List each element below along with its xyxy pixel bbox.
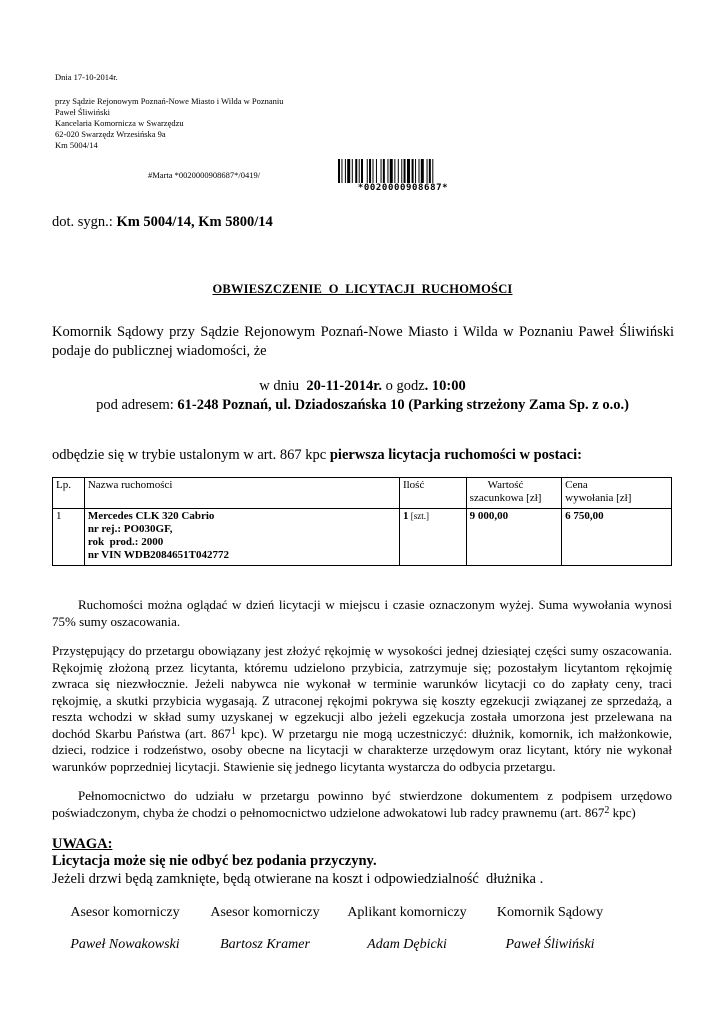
barcode-bar [359, 159, 360, 183]
signature-role: Asesor komorniczy [70, 905, 180, 920]
office-name: Kancelaria Komornicza w Swarzędzu [55, 118, 184, 128]
barcode [338, 159, 468, 194]
signature-block [50, 905, 200, 953]
table-row [53, 509, 672, 566]
auction-mode-prefix: odbędzie się w trybie ustalonym w art. 867 kpc [52, 447, 330, 463]
barcode-bar [421, 159, 424, 183]
barcode-bar [415, 159, 416, 183]
auction-time: . 10:00 [424, 378, 466, 394]
office-address: 62-020 Swarzędz Wrzesińska 9a [55, 129, 166, 139]
barcode-bar [381, 159, 382, 183]
proxy-sup: 2 [604, 804, 610, 816]
barcode-bar [338, 159, 340, 183]
case-signature-prefix: dot. sygn.: [52, 214, 117, 230]
row-name-line: nr VIN WDB2084651T042772 [87, 549, 230, 561]
auction-date-prefix: w dniu [259, 378, 307, 394]
barcode-bar [376, 159, 377, 183]
barcode-bar [407, 159, 410, 183]
barcode-bar [361, 159, 363, 183]
case-signature [52, 214, 273, 231]
barcode-bar [352, 159, 353, 183]
signature-name: Paweł Śliwiński [505, 937, 595, 952]
barcode-bar [394, 159, 395, 183]
auction-datetime [0, 377, 725, 396]
barcode-bar [367, 159, 368, 183]
signature-role: Aplikant komorniczy [347, 905, 467, 920]
barcode-bar [383, 159, 385, 183]
barcode-bar [341, 159, 342, 183]
barcode-bar [345, 159, 346, 183]
barcode-bars [338, 159, 468, 183]
barcode-bar [373, 159, 374, 183]
auction-date: 20-11-2014r. [306, 378, 382, 394]
row-value: 9 000,00 [466, 509, 561, 566]
court-line: przy Sądzie Rejonowym Poznań-Nowe Miasto i Wilda w Poznaniu [55, 96, 284, 106]
proxy-text-a: Pełnomocnictwo do udziału w przetargu powinno być stwierdzone dokumentem z podpisem urzędowo poświadczonym, chyba że chodzi o pełnomocnictwo udzielone adwokatowi lub radcy prawnemu (art. 867 [52, 788, 672, 820]
row-qty-value: 1 [402, 510, 409, 522]
barcode-bar [429, 159, 431, 183]
header-lp: Lp. [53, 478, 85, 509]
row-qty [399, 509, 466, 566]
barcode-bar [401, 159, 402, 183]
deposit-text-b: kpc). W przetargu nie mogą uczestniczyć: dłużnik, komornik, ich małżonkowie, dzieci, rodzice i rodzeństwo, osoby obecne na licytacji w charakterze urzędowym oraz licytant, który nie wykonał warunków poprzedniej licytacji. Stawienie się jednego licytanta wystarcza do odbycia przetargu. [52, 725, 672, 774]
proxy-text-b: kpc) [609, 804, 636, 820]
auction-address: 61-248 Poznań, ul. Dziadoszańska 10 (Parking strzeżony Zama Sp. z o.o.) [177, 397, 629, 413]
barcode-text: *0020000908687* [357, 183, 449, 193]
auction-address-line [0, 396, 725, 415]
barcode-bar [390, 159, 393, 183]
header-value-line1: Wartość [487, 479, 524, 491]
proxy-paragraph [52, 788, 672, 821]
header-name: Nazwa ruchomości [84, 478, 399, 509]
reference-number: #Marta *0020000908687*/0419/ [148, 170, 261, 180]
header-value [466, 478, 561, 509]
header-price-line2: wywołania [zł] [565, 492, 632, 504]
barcode-bar [387, 159, 388, 183]
barcode-bar [432, 159, 433, 183]
barcode-bar [427, 159, 428, 183]
signature-role: Komornik Sądowy [496, 905, 604, 920]
signature-block [475, 905, 625, 953]
header-qty: Ilość [399, 478, 466, 509]
auction-time-prefix: o godz [381, 378, 425, 394]
barcode-bar [369, 159, 371, 183]
row-lp: 1 [53, 509, 85, 566]
row-price: 6 750,00 [562, 509, 672, 566]
auction-address-prefix: pod adresem: [96, 397, 178, 413]
page-title: OBWIESZCZENIE O LICYTACJI RUCHOMOŚCI [212, 282, 513, 296]
sender-header [55, 72, 284, 151]
deposit-text-a: Przystępujący do przetargu obowiązany jest złożyć rękojmię w wysokości jednej dziesiątej części sumy oszacowania. Rękojmię złożoną przez licytanta, któremu udzielono przybicia, zatrzymuje się; pozostałym licytantom rękojmię zwraca się niezwłocznie. Jeżeli nabywca nie wykonał w terminie warunków licytacji co do zapłaty ceny, traci rękojmię, a skutki przybicia wygasają. Z utraconej rękojmi pokrywa się koszty egzekucji związanej ze sprzedażą, a reszta wchodzi w skład sumy uzyskanej w egzekucji albo jeżeli egzekucja została umorzona jest przelewana na dochód Skarbu Państwa (art. 867 [52, 643, 672, 741]
table-header-row [53, 478, 672, 509]
row-name-line: nr rej.: PO030GF, [87, 523, 173, 535]
case-signature-value: Km 5004/14, Km 5800/14 [116, 214, 273, 230]
header-value-line2: szacunkowa [zł] [469, 492, 542, 504]
barcode-bar [398, 159, 399, 183]
signature-name: Bartosz Kramer [220, 937, 310, 952]
row-name [84, 509, 399, 566]
signature-role: Asesor komorniczy [210, 905, 320, 920]
items-table [52, 477, 672, 566]
notice-heading: UWAGA: [52, 836, 113, 852]
document-date: Dnia 17-10-2014r. [55, 72, 118, 82]
signature-name: Paweł Nowakowski [70, 937, 180, 952]
barcode-bar [347, 159, 350, 183]
signature-block [332, 905, 482, 953]
bailiff-name: Paweł Śliwiński [55, 107, 111, 117]
auction-mode-bold: pierwsza licytacja ruchomości w postaci: [329, 447, 582, 463]
auction-mode [52, 446, 582, 465]
signature-block [190, 905, 340, 953]
header-price [562, 478, 672, 509]
barcode-bar [355, 159, 357, 183]
viewing-paragraph: Ruchomości można oglądać w dzień licytacji w miejscu i czasie oznaczonym wyżej. Suma wywołania wynosi 75% sumy oszacowania. [52, 597, 672, 629]
deposit-paragraph [52, 643, 672, 775]
case-number: Km 5004/14 [55, 140, 98, 150]
row-name-line: rok prod.: 2000 [87, 536, 164, 548]
intro-text: Komornik Sądowy przy Sądzie Rejonowym Poznań-Nowe Miasto i Wilda w Poznaniu Paweł Śliwiński podaje do publicznej wiadomości, że [52, 324, 674, 359]
row-name-line: Mercedes CLK 320 Cabrio [87, 510, 215, 522]
barcode-bar [419, 159, 420, 183]
deposit-sup: 1 [230, 725, 236, 737]
header-price-line1: Cena [565, 479, 588, 491]
signature-name: Adam Dębicki [367, 937, 447, 952]
notice-bold-line: Licytacja może się nie odbyć bez podania przyczyny. [52, 853, 377, 869]
barcode-bar [404, 159, 406, 183]
row-qty-unit: [szt.] [408, 511, 429, 521]
barcode-bar [412, 159, 414, 183]
notice-line: Jeżeli drzwi będą zamknięte, będą otwierane na koszt i odpowiedzialność dłużnika . [52, 871, 544, 887]
